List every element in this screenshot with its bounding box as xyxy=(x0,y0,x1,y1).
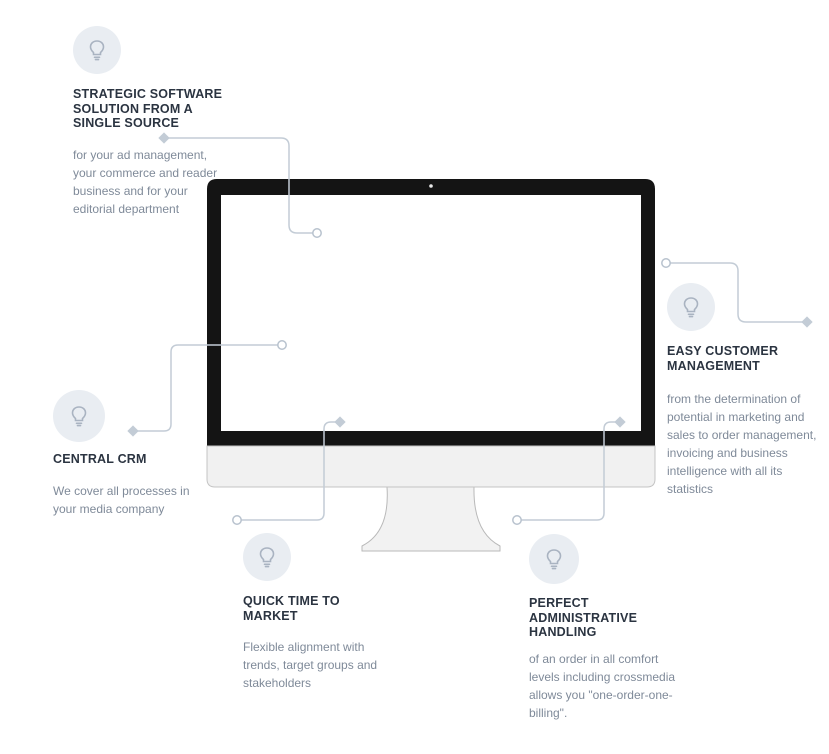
connector-node xyxy=(662,259,670,267)
feature-icon-badge xyxy=(529,534,579,584)
lightbulb-icon xyxy=(257,546,277,568)
lightbulb-icon xyxy=(681,296,701,318)
feature-icon-badge xyxy=(73,26,121,74)
connector-node xyxy=(513,516,521,524)
feature-title: PERFECT ADMINISTRATIVE HANDLING xyxy=(529,596,638,639)
feature-description: for your ad management, your commerce and reader business and for your editorial department xyxy=(73,147,218,216)
monitor-chin xyxy=(207,446,655,487)
feature-icon-badge xyxy=(243,533,291,581)
monitor-screen xyxy=(221,195,641,431)
feature-perfect-administrative-handling xyxy=(529,534,689,722)
feature-icon-badge xyxy=(667,283,715,331)
feature-quick-time-to-market xyxy=(243,533,393,692)
feature-strategic-software xyxy=(73,26,243,218)
imac-monitor xyxy=(207,179,655,551)
feature-central-crm xyxy=(53,390,203,518)
lightbulb-icon xyxy=(69,405,89,427)
lightbulb-icon xyxy=(87,39,107,61)
feature-description: of an order in all comfort levels including crossmedia allows you "one-order-one-billing". xyxy=(529,651,676,720)
camera-dot xyxy=(429,184,433,188)
feature-title: QUICK TIME TO MARKET xyxy=(243,594,340,623)
feature-description: We cover all processes in your media company xyxy=(53,483,190,516)
feature-icon-badge xyxy=(53,390,105,442)
connector-node xyxy=(313,229,321,237)
feature-title: CENTRAL CRM xyxy=(53,452,147,466)
feature-title: STRATEGIC SOFTWARE SOLUTION FROM A SINGLE SOURCE xyxy=(73,87,223,130)
connector-node xyxy=(278,341,286,349)
feature-description: from the determination of potential in marketing and sales to order management, invoicing and business intelligence with all its statistics xyxy=(667,392,817,496)
feature-title: EASY CUSTOMER MANAGEMENT xyxy=(667,344,779,373)
connector-node xyxy=(233,516,241,524)
lightbulb-icon xyxy=(544,548,564,570)
feature-description: Flexible alignment with trends, target groups and stakeholders xyxy=(243,640,378,690)
feature-easy-customer-management xyxy=(667,283,829,498)
